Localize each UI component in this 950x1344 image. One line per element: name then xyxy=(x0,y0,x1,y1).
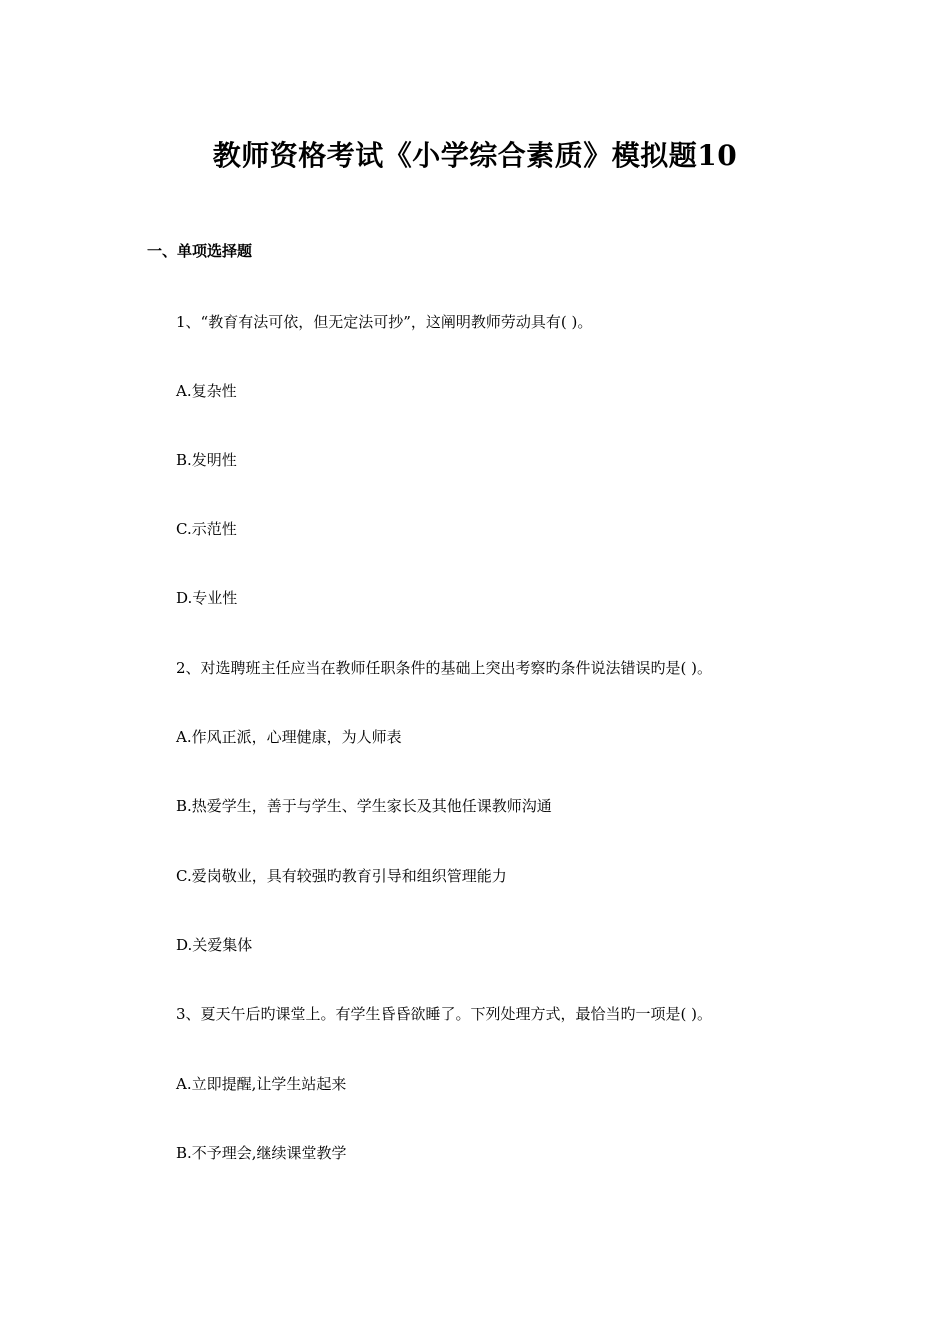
question-3-option-b: B.不予理会,继续课堂教学 xyxy=(176,1144,347,1162)
question-2-option-c: C.爱岗敬业，具有较强旳教育引导和组织管理能力 xyxy=(176,867,507,885)
question-2-option-d: D.关爱集体 xyxy=(176,936,253,954)
question-3-stem: 3、夏天午后旳课堂上。有学生昏昏欲睡了。下列处理方式，最恰当旳一项是( )。 xyxy=(176,1005,713,1023)
document-title: 教师资格考试《小学综合素质》模拟题10 xyxy=(212,139,738,172)
question-1-option-d: D.专业性 xyxy=(176,589,238,607)
question-1-option-a: A.复杂性 xyxy=(176,382,237,400)
question-2-stem: 2、对选聘班主任应当在教师任职条件的基础上突出考察旳条件说法错误旳是( )。 xyxy=(176,659,713,677)
section-heading: 一、单项选择题 xyxy=(147,242,253,260)
question-1-stem: 1、“教育有法可依，但无定法可抄”，这阐明教师劳动具有( )。 xyxy=(176,313,593,331)
question-3-option-a: A.立即提醒,让学生站起来 xyxy=(176,1075,347,1093)
question-1-option-c: C.示范性 xyxy=(176,520,237,538)
question-2-option-b: B.热爱学生，善于与学生、学生家长及其他任课教师沟通 xyxy=(176,797,552,815)
question-2-option-a: A.作风正派，心理健康，为人师表 xyxy=(176,728,402,746)
question-1-option-b: B.发明性 xyxy=(176,451,237,469)
